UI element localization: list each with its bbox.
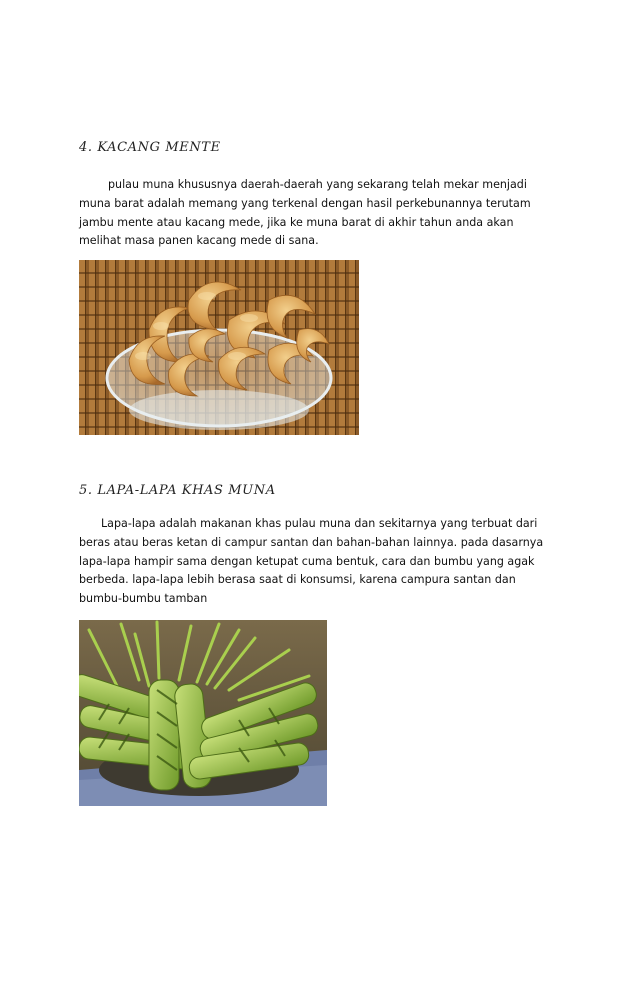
paragraph-line: lapa-lapa hampir sama dengan ketupat cuma bentuk, cara dan bumbu yang agak (79, 554, 535, 568)
paragraph-line: muna barat adalah memang yang terkenal dengan hasil perkebunannya terutam (79, 196, 531, 210)
paragraph-line: bumbu-bumbu tamban (79, 592, 208, 606)
paragraph-kacang-mente (79, 176, 565, 251)
section-heading-lapa-lapa: 5. LAPA-LAPA KHAS MUNA (79, 483, 276, 498)
paragraph-lapa-lapa (79, 515, 565, 609)
paragraph-line: pulau muna khususnya daerah-daerah yang sekarang telah mekar menjadi (108, 178, 527, 191)
paragraph-line: Lapa-lapa adalah makanan khas pulau muna dan sekitarnya yang terbuat dari (101, 517, 538, 530)
cashew-nuts-photo (79, 260, 359, 435)
paragraph-line: jambu mente atau kacang mede, jika ke muna barat di akhir tahun anda akan (79, 215, 514, 229)
lapa-lapa-photo (79, 620, 327, 806)
paragraph-line: berbeda. lapa-lapa lebih berasa saat di konsumsi, karena campura santan dan (79, 573, 516, 587)
paragraph-line: beras atau beras ketan di campur santan dan bahan-bahan lainnya. pada dasarnya (79, 535, 544, 549)
paragraph-line: melihat masa panen kacang mede di sana. (79, 234, 319, 248)
section-heading-kacang-mente: 4. KACANG MENTE (79, 140, 221, 155)
